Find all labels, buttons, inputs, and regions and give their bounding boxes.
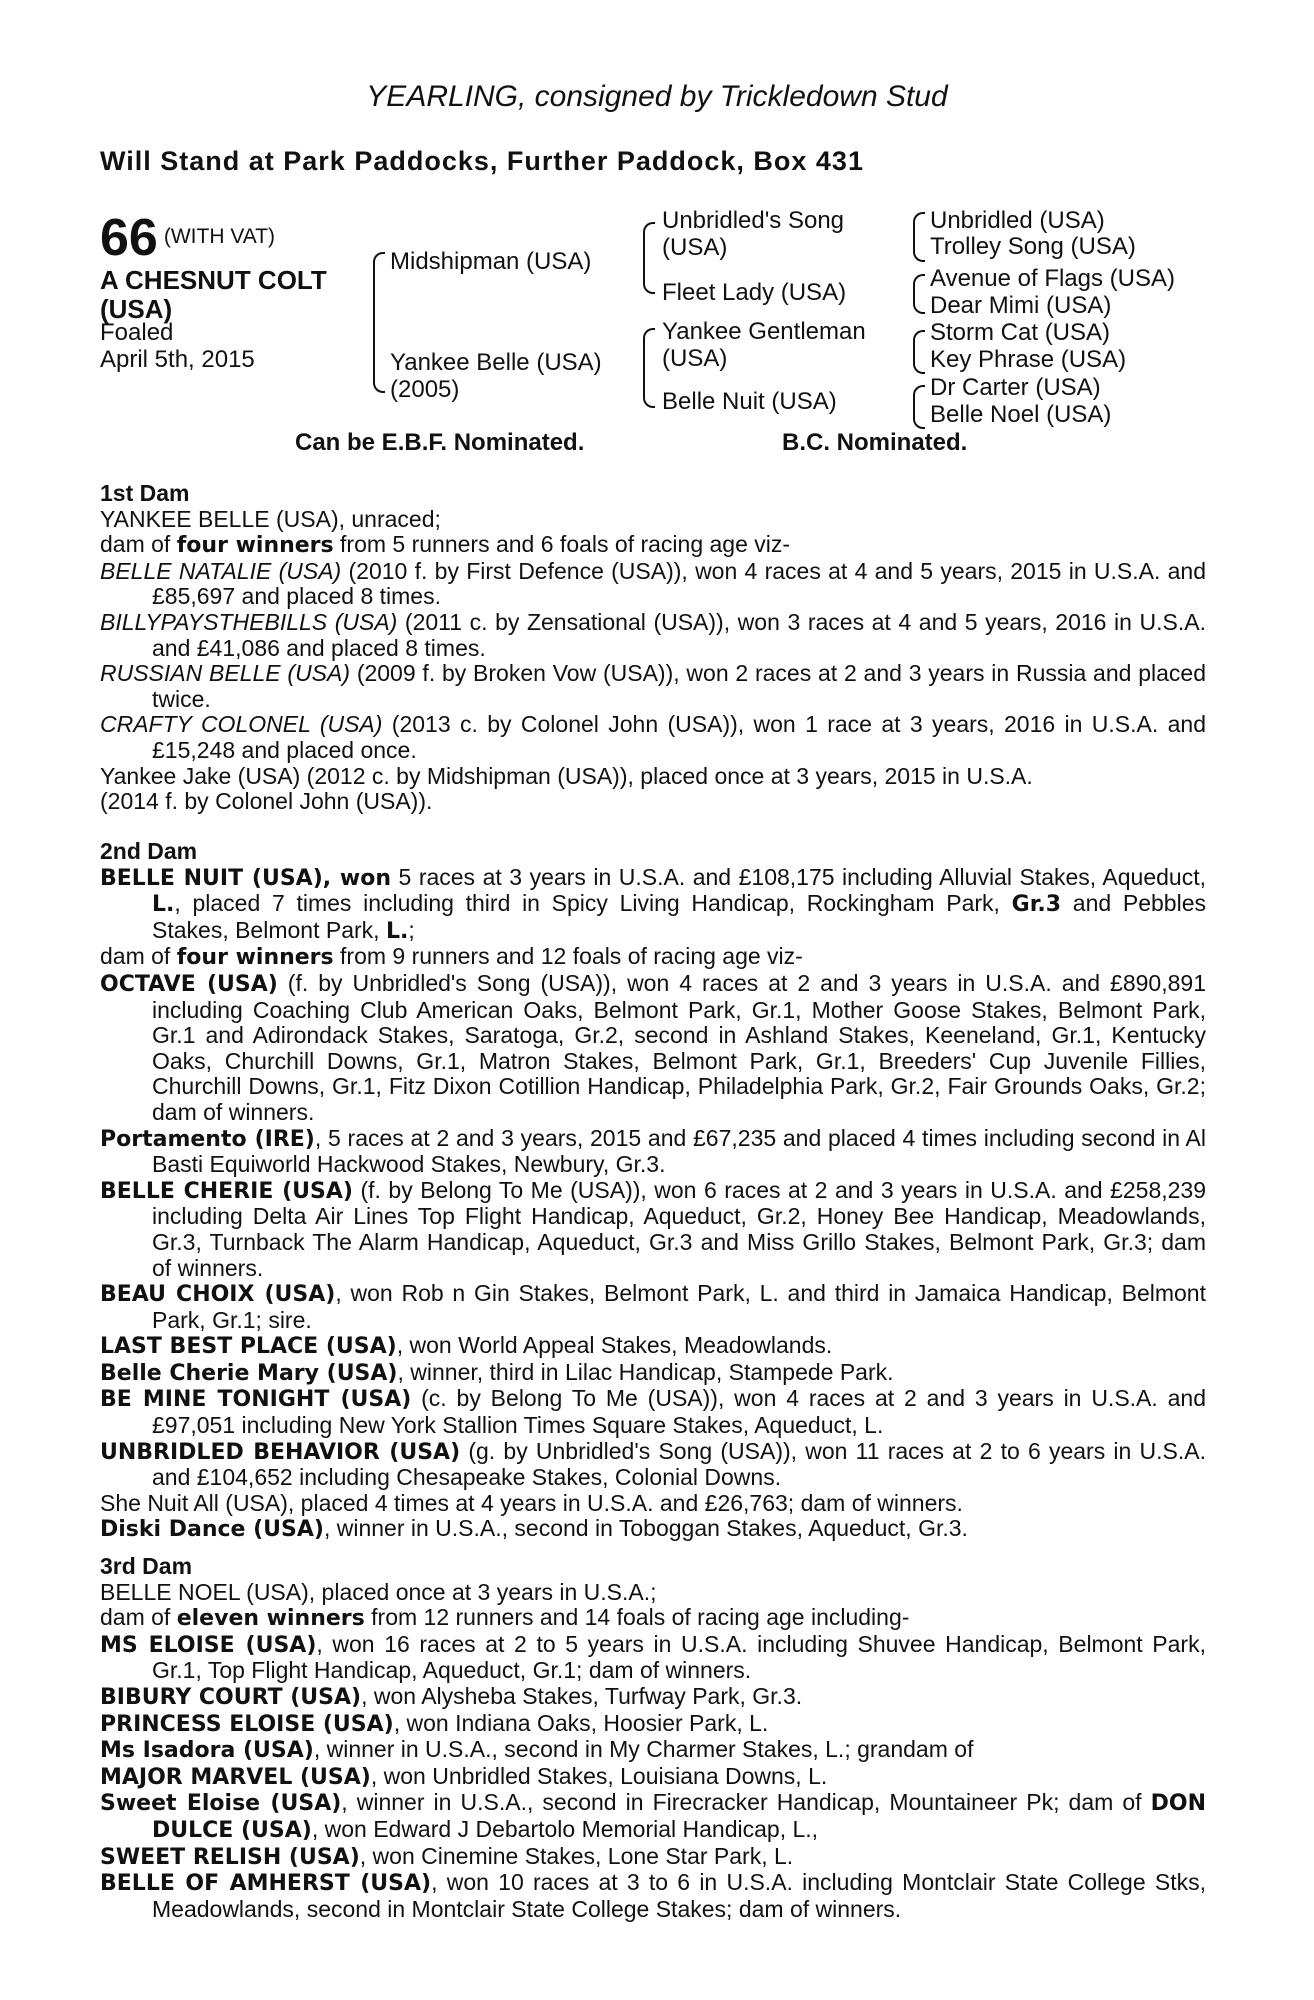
bc-nomination: B.C. Nominated.	[782, 429, 968, 456]
foaled-label: Foaled	[100, 319, 174, 346]
runner-name: BELLE NATALIE (USA)	[100, 557, 342, 584]
runner-entry	[100, 559, 1206, 610]
runner-entry	[100, 1790, 1206, 1843]
second-dam-produce	[100, 944, 1206, 971]
runner-name: Diski Dance (USA)	[100, 1517, 324, 1543]
dam-of-bold: four winners	[176, 533, 334, 559]
runner-text: , won Rob n Gin Stakes, Belmont Park, L. and third in Jamaica Handicap, Belmont Park, Gr.1; sire.	[152, 1280, 1206, 1333]
third-dam-produce	[100, 1605, 1206, 1632]
dam-of-post: from 9 runners and 12 foals of racing age viz-	[333, 943, 803, 970]
won-label: , won	[322, 865, 391, 891]
runner-text: , 5 races at 2 and 3 years, 2015 and £67,235 and placed 4 times including second in Al Basti Equiworld Hackwood Stakes, Newbury, Gr.3.	[152, 1124, 1207, 1178]
runner-entry	[100, 1844, 1206, 1871]
runner-text: , won World Appeal Stakes, Meadowlands.	[396, 1332, 833, 1359]
dam-of-pre: dam of	[100, 531, 177, 558]
runner-name: BELLE CHERIE (USA)	[100, 1178, 353, 1204]
pedigree-dam-year: (2005)	[390, 376, 460, 403]
colt-description	[100, 266, 327, 324]
runner-name: BIBURY COURT (USA)	[100, 1684, 362, 1710]
runner-name: BILLYPAYSTHEBILLS (USA)	[100, 608, 398, 635]
runner-entry	[100, 1870, 1206, 1922]
dam-of-post: from 12 runners and 14 foals of racing age including-	[364, 1604, 910, 1631]
pedigree-ss-name: Unbridled's Song	[662, 207, 845, 234]
runner-entry	[100, 1333, 1206, 1360]
first-dam-section	[100, 481, 1206, 815]
pedigree-ss-country: (USA)	[662, 234, 728, 261]
runner-text: , winner, third in Lilac Handicap, Stampede Park.	[397, 1358, 894, 1385]
pedigree-sire-sire	[662, 207, 844, 261]
runner-text: (g. by Unbridled's Song (USA)), won 11 races at 2 to 6 years in U.S.A. and £104,652 including Chesapeake Stakes, Colonial Downs.	[152, 1437, 1206, 1491]
runner-text: , winner in U.S.A., second in My Charmer Stakes, L.; grandam of	[313, 1736, 974, 1763]
runner-text: (2013 c. by Colonel John (USA)), won 1 race at 3 years, 2016 in U.S.A. and £15,248 and placed once.	[152, 711, 1207, 763]
pedigree-dam-sire	[662, 318, 866, 372]
group-mark: Gr.3	[1011, 892, 1062, 918]
runner-name: CRAFTY COLONEL (USA)	[100, 711, 383, 738]
second-dam-section	[100, 839, 1206, 1543]
runner-entry	[100, 1126, 1206, 1178]
third-dam-section	[100, 1554, 1206, 1922]
consignor-line: YEARLING, consigned by Trickledown Stud	[366, 80, 948, 113]
dam-of-pre: dam of	[100, 943, 177, 970]
pedigree-sire-dam: Fleet Lady (USA)	[662, 279, 847, 306]
runner-text: , won Unbridled Stakes, Louisiana Downs, L.	[370, 1762, 828, 1789]
brace-g2	[913, 274, 925, 314]
dam-record-4: ;	[408, 916, 415, 943]
pedigree-g8: Belle Noel (USA)	[930, 401, 1112, 428]
runner-text: (2011 c. by Zensational (USA)), won 3 races at 4 and 5 years, 2016 in U.S.A. and £41,086 and placed 8 times.	[152, 608, 1206, 661]
runner-entry	[100, 712, 1206, 763]
runner-name: Portamento (IRE)	[100, 1126, 315, 1152]
runner-name: BEAU CHOIX (USA)	[100, 1282, 336, 1308]
runner-text: , won 16 races at 2 to 5 years in U.S.A. including Shuvee Handicap, Belmont Park, Gr.1, Top Flight Handicap, Aqueduct, Gr.1; dam of winners.	[152, 1630, 1206, 1684]
runner-entry	[100, 1360, 1206, 1387]
runner-text: , won Cinemine Stakes, Lone Star Park, L.	[359, 1842, 794, 1869]
runner-entry	[100, 1684, 1206, 1711]
pedigree-g4: Dear Mimi (USA)	[930, 292, 1112, 319]
runner-name: MS ELOISE (USA)	[100, 1632, 317, 1658]
vat-note: (WITH VAT)	[163, 225, 276, 248]
runner-text: (c. by Belong To Me (USA)), won 4 races at 2 and 3 years in U.S.A. and £97,051 including New York Stallion Times Square Stakes, Aqueduct, L.	[152, 1385, 1207, 1439]
runner-entry	[100, 1632, 1206, 1684]
runner-name: OCTAVE (USA)	[100, 971, 278, 997]
brace-dam	[643, 328, 655, 408]
runner-text: (2009 f. by Broken Vow (USA)), won 2 races at 2 and 3 years in Russia and placed twice.	[152, 660, 1206, 712]
runner-text: , winner in U.S.A., second in Firecracker Handicap, Mountaineer Pk; dam of	[341, 1789, 1151, 1816]
first-dam-intro: YANKEE BELLE (USA), unraced;	[100, 505, 441, 532]
runner-text: (f. by Unbridled's Song (USA)), won 4 races at 2 and 3 years in U.S.A. and £890,891 including Coaching Club American Oaks, Belmont Park, Gr.1, Mother Goose Stakes, Belmont Park, Gr.1 and Adirondack Stakes, Saratoga, Gr.2, second in Ashland Stakes, Keeneland, Gr.1, Kentucky Oaks, Churchill Downs, Gr.1, Matron Stakes, Belmont Park, Gr.1, Breeders' Cup Juvenile Fillies, Churchill Downs, Gr.1, Fitz Dixon Cotillion Handicap, Philadelphia Park, Gr.2, Fair Grounds Oaks, Gr.2; dam of winners.	[152, 969, 1206, 1125]
runner-text: (2010 f. by First Defence (USA)), won 4 races at 4 and 5 years, 2015 in U.S.A. and £85,697 and placed 8 times.	[152, 557, 1206, 610]
listed-mark: L.	[152, 892, 175, 918]
brace-sire-dam	[373, 252, 385, 393]
third-dam-intro: BELLE NOEL (USA), placed once at 3 years in U.S.A.;	[100, 1578, 657, 1605]
dam-record-2: , placed 7 times including third in Spicy Living Handicap, Rockingham Park,	[174, 890, 1012, 917]
first-dam-produce	[100, 532, 1206, 559]
dam-of-bold: eleven winners	[176, 1606, 365, 1632]
dam-of-post: from 5 runners and 6 foals of racing age viz-	[333, 531, 791, 558]
foaled-date: April 5th, 2015	[100, 346, 255, 373]
runner-name: DON DULCE (USA)	[152, 1791, 1206, 1843]
foaled-block	[100, 319, 255, 373]
second-dam-intro	[100, 865, 1206, 945]
brace-g4	[913, 385, 925, 429]
pedigree-dam-name: Yankee Belle (USA)	[390, 349, 602, 376]
pedigree-ds-country: (USA)	[662, 345, 728, 372]
first-dam-heading: 1st Dam	[100, 480, 190, 506]
runner-entry: (2014 f. by Colonel John (USA)).	[100, 788, 433, 815]
listed-mark: L.	[385, 918, 409, 944]
runner-entry	[100, 1764, 1206, 1791]
dam-name: BELLE NUIT (USA)	[100, 865, 323, 891]
dam-record-1: 5 races at 3 years in U.S.A. and £108,175 including Alluvial Stakes, Aqueduct,	[391, 863, 1206, 890]
pedigree-sire: Midshipman (USA)	[390, 248, 592, 275]
dam-of-bold: four winners	[176, 945, 334, 971]
runner-entry	[100, 1281, 1206, 1333]
runner-entry	[100, 1737, 1206, 1764]
runner-name: Sweet Eloise (USA)	[100, 1791, 342, 1817]
second-dam-heading: 2nd Dam	[100, 838, 198, 864]
pedigree-ds-name: Yankee Gentleman	[662, 318, 866, 345]
runner-entry	[100, 1516, 1206, 1543]
runner-entry	[100, 610, 1206, 661]
pedigree-g3: Avenue of Flags (USA)	[930, 265, 1176, 292]
pedigree-dam-dam: Belle Nuit (USA)	[662, 388, 837, 415]
pedigree-dam	[390, 349, 602, 403]
brace-sire	[643, 222, 655, 294]
runner-name: RUSSIAN BELLE (USA)	[100, 660, 351, 687]
runner-entry	[100, 1711, 1206, 1738]
lot-number: 66	[100, 209, 158, 267]
pedigree-g7: Dr Carter (USA)	[930, 374, 1101, 401]
pedigree-g6: Key Phrase (USA)	[930, 346, 1127, 373]
runner-name: MAJOR MARVEL (USA)	[100, 1764, 371, 1790]
lot-number-block	[100, 208, 275, 268]
runner-name: PRINCESS ELOISE (USA)	[100, 1711, 394, 1737]
colt-line-1: A CHESNUT COLT	[100, 265, 327, 295]
colt-line-2: (USA)	[100, 294, 173, 324]
runner-entry	[100, 1178, 1206, 1281]
runner-entry: Yankee Jake (USA) (2012 c. by Midshipman (USA)), placed once at 3 years, 2015 in U.S.A.	[100, 762, 1033, 789]
runner-entry: She Nuit All (USA), placed 4 times at 4 years in U.S.A. and £26,763; dam of winners.	[100, 1489, 963, 1516]
runner-text: , won Alysheba Stakes, Turfway Park, Gr.3.	[361, 1682, 803, 1709]
runner-name: LAST BEST PLACE (USA)	[100, 1334, 397, 1360]
pedigree-g5: Storm Cat (USA)	[930, 319, 1111, 346]
pedigree-g1: Unbridled (USA)	[930, 207, 1105, 234]
runner-name: Belle Cherie Mary (USA)	[100, 1360, 398, 1386]
brace-g3	[913, 330, 925, 374]
ebf-nomination: Can be E.B.F. Nominated.	[295, 429, 585, 456]
runner-text: , won 10 races at 3 to 6 in U.S.A. including Montclair State College Stks, Meadowlands, second in Montclair State College Stakes; dam of winners.	[152, 1869, 1206, 1922]
runner-text: (f. by Belong To Me (USA)), won 6 races at 2 and 3 years in U.S.A. and £258,239 including Delta Air Lines Top Flight Handicap, Aqueduct, Gr.2, Honey Bee Handicap, Meadowlands, Gr.3, Turnback The Alarm Handicap, Aqueduct, Gr.3 and Miss Grillo Stakes, Belmont Park, Gr.3; dam of winners.	[152, 1176, 1207, 1281]
pedigree-g2: Trolley Song (USA)	[930, 233, 1136, 260]
runner-name: Ms Isadora (USA)	[100, 1738, 314, 1764]
runner-name: BELLE OF AMHERST (USA)	[100, 1871, 432, 1897]
runner-text: , won Edward J Debartolo Memorial Handicap, L.,	[311, 1815, 819, 1842]
runner-name: SWEET RELISH (USA)	[100, 1844, 360, 1870]
runner-entry	[100, 1439, 1206, 1491]
runner-text: , won Indiana Oaks, Hoosier Park, L.	[393, 1709, 769, 1736]
runner-text: , winner in U.S.A., second in Toboggan Stakes, Aqueduct, Gr.3.	[323, 1515, 968, 1542]
runner-name: UNBRIDLED BEHAVIOR (USA)	[100, 1439, 461, 1465]
dam-record-3: and Pebbles Stakes, Belmont Park,	[152, 890, 1206, 943]
runner-name: BE MINE TONIGHT (USA)	[100, 1387, 412, 1413]
stand-location: Will Stand at Park Paddocks, Further Paddock, Box 431	[100, 146, 864, 176]
brace-g1	[913, 212, 925, 262]
runner-entry	[100, 1386, 1206, 1438]
runner-entry	[100, 971, 1206, 1126]
runner-entry	[100, 661, 1206, 712]
third-dam-heading: 3rd Dam	[100, 1553, 193, 1579]
dam-of-pre: dam of	[100, 1604, 177, 1631]
